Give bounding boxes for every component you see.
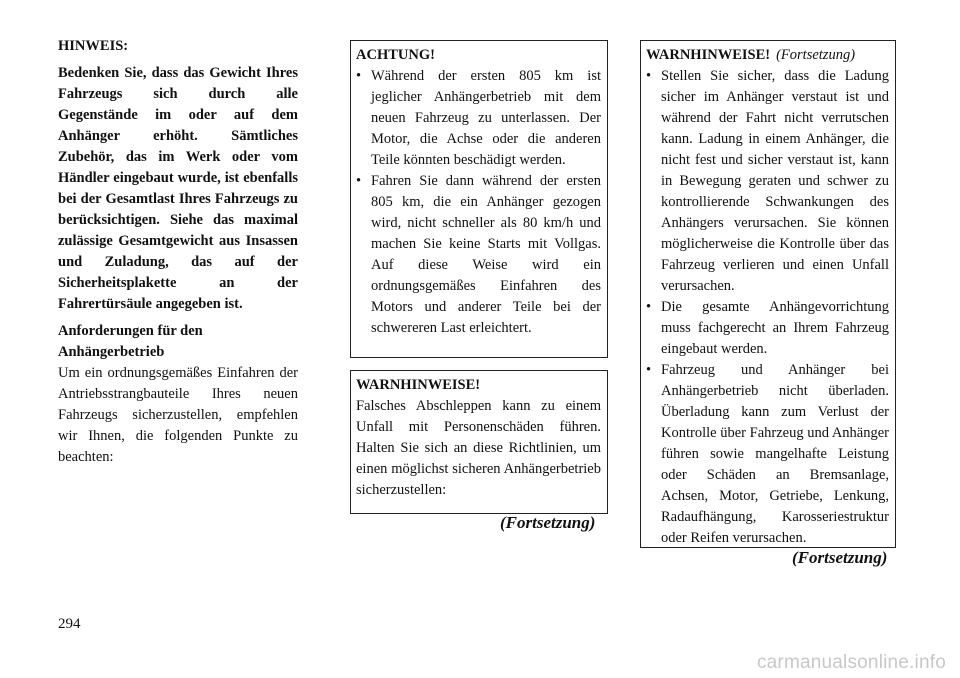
caution-box <box>350 40 608 358</box>
bullet-icon: • <box>356 68 362 84</box>
section-heading <box>58 321 298 363</box>
left-column <box>58 36 298 468</box>
section-heading-line2: Anhängerbetrieb <box>58 344 165 360</box>
note-text: Bedenken Sie, dass das Gewicht Ihres Fahrzeugs sich durch alle Gegenstände im oder auf dem Anhänger erhöht. Sämtliches Zubehör, das im Werk oder vom Händler eingebaut wurde, ist ebenfalls bei der Gesamtlast Ihres Fahrzeugs zu berücksichtigen. Siehe das maximal zulässige Gesamtgewicht aus Insassen und Zuladung, das auf der Sicherheitsplakette an der Fahrertürsäule angegeben ist. <box>58 65 298 312</box>
bullet-icon: • <box>646 362 652 378</box>
continued-label: (Fortsetzung) <box>792 548 888 567</box>
list-item: • Fahren Sie dann während der ersten 805 km, die ein Anhänger gezogen wird, nicht schneller als 80 km/h und machen Sie keine Starts mit Vollgas. Auf diese Weise wird ein ordnungsgemäßes Einfahren des Motors und anderer Teile bei der schwereren Last erleichtert. <box>356 173 601 336</box>
warning-box <box>350 370 608 514</box>
warning-title-suffix: (Fortsetzung) <box>776 47 856 63</box>
section-body: Um ein ordnungsgemäßes Einfahren der Antriebsstrangbauteile Ihres neuen Fahrzeugs sicherzustellen, empfehlen wir Ihnen, die folgenden Punkte zu beachten: <box>58 365 298 465</box>
bullet-icon: • <box>356 173 362 189</box>
continued-label: (Fortsetzung) <box>500 513 596 532</box>
caution-list <box>356 66 601 339</box>
list-item: • Die gesamte Anhängevorrichtung muss fachgerecht an Ihrem Fahrzeug eingebaut werden. <box>646 299 889 357</box>
warning-text: Falsches Abschleppen kann zu einem Unfall mit Personenschäden führen. Halten Sie sich an diese Richtlinien, um einen möglichst sicheren Anhängerbetrieb sicherzustellen: <box>356 398 601 498</box>
bullet-icon: • <box>646 299 652 315</box>
warning-title: WARNHINWEISE! (Fortsetzung) <box>646 47 856 63</box>
list-item: • Stellen Sie sicher, dass die Ladung sicher im Anhänger verstaut ist und während der Fahrt nicht verrutschen kann. Ladung in einem Anhänger, die nicht fest und sicher verstaut ist, kann in Bewegung geraten und schwer zu kontrollierende Schwankungen des Anhängers verursachen. Sie können möglicherweise die Kontrolle über das Fahrzeug verlieren und einen Unfall verursachen. <box>646 68 889 294</box>
warning-title: WARNHINWEISE! <box>356 377 481 393</box>
list-item: • Während der ersten 805 km ist jeglicher Anhängerbetrieb mit dem neuen Fahrzeug zu unterlassen. Der Motor, die Achse oder die anderen Teile könnten beschädigt werden. <box>356 68 601 168</box>
caution-title: ACHTUNG! <box>356 47 435 63</box>
list-item: • Fahrzeug und Anhänger bei Anhängerbetrieb nicht überladen. Überladung kann zum Verlust der Kontrolle über Fahrzeug und Anhänger führen sowie mangelhafte Leistung oder Schäden an Bremsanlage, Achsen, Motor, Getriebe, Lenkung, Radaufhängung, Karosseriestruktur oder Reifen verursachen. <box>646 362 889 546</box>
warning-list <box>646 66 889 549</box>
note-label: HINWEIS: <box>58 38 129 54</box>
bullet-icon: • <box>646 68 652 84</box>
section-heading-line1: Anforderungen für den <box>58 323 203 339</box>
page-number: 294 <box>58 616 81 632</box>
watermark: carmanualsonline.info <box>756 652 946 673</box>
warning-box-continued <box>640 40 896 548</box>
